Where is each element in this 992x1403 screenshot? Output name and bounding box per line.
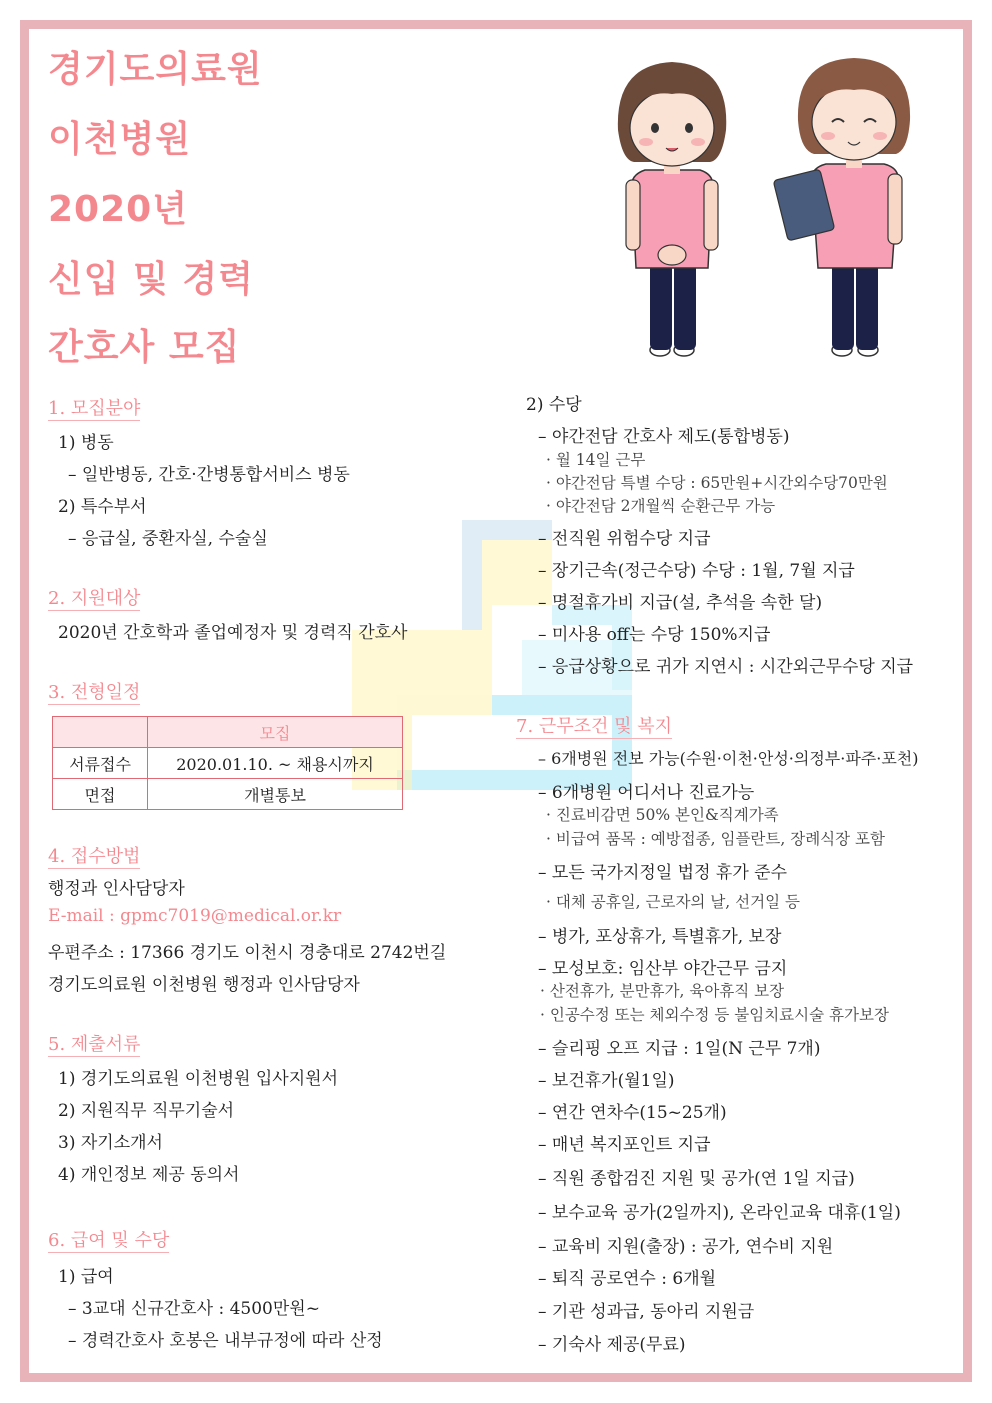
section-2-heading: 2. 지원대상 — [48, 588, 141, 609]
s7-line: – 기숙사 제공(무료) — [538, 1335, 686, 1355]
title-line-3: 2020년 — [48, 189, 188, 230]
s1-line: – 응급실, 중환자실, 수술실 — [68, 529, 268, 549]
table-row — [53, 748, 403, 779]
section-4-heading: 4. 접수방법 — [48, 846, 141, 867]
s7-line: – 연간 연차수(15~25개) — [538, 1103, 727, 1123]
s6-line: – 3교대 신규간호사 : 4500만원~ — [68, 1299, 320, 1319]
s7-line: – 교육비 지원(출장) : 공가, 연수비 지원 — [538, 1237, 834, 1257]
s7-line: – 보건휴가(월1일) — [538, 1071, 675, 1091]
title-line-1: 경기도의료원 — [48, 49, 263, 90]
s7-subline: · 대체 공휴일, 근로자의 날, 선거일 등 — [546, 893, 800, 911]
s4-line: 경기도의료원 이천병원 행정과 인사담당자 — [48, 975, 360, 995]
s7-subline: · 진료비감면 50% 본인&직계가족 — [546, 806, 779, 824]
section-7-heading: 7. 근무조건 및 복지 — [516, 716, 673, 737]
s7-line: – 보수교육 공가(2일까지), 온라인교육 대휴(1일) — [538, 1203, 901, 1223]
s6b-subline: · 야간전담 2개월씩 순환근무 가능 — [546, 497, 776, 515]
s2-line: 2020년 간호학과 졸업예정자 및 경력직 간호사 — [58, 623, 408, 643]
s7-line: – 6개병원 어디서나 진료가능 — [538, 783, 755, 803]
table-cell: 면접 — [53, 779, 148, 810]
table-header-cell: 모집 — [148, 717, 403, 748]
s7-subline: · 비급여 품목 : 예방접종, 임플란트, 장례식장 포함 — [546, 830, 885, 848]
email-link[interactable]: E-mail : gpmc7019@medical.or.kr — [48, 906, 342, 926]
section-5-heading: 5. 제출서류 — [48, 1034, 141, 1055]
s5-line: 2) 지원직무 직무기술서 — [58, 1101, 235, 1121]
section-1-heading: 1. 모집분야 — [48, 398, 141, 419]
s7-line: – 6개병원 전보 가능(수원·이천·안성·의정부·파주·포천) — [538, 749, 919, 768]
s7-line: – 직원 종합검진 지원 및 공가(연 1일 지급) — [538, 1169, 855, 1189]
schedule-table — [52, 716, 403, 810]
s7-line: – 퇴직 공로연수 : 6개월 — [538, 1269, 717, 1289]
s7-line: – 슬리핑 오프 지급 : 1일(N 근무 7개) — [538, 1039, 821, 1059]
section-6-heading: 6. 급여 및 수당 — [48, 1230, 170, 1251]
s5-line: 3) 자기소개서 — [58, 1133, 163, 1153]
s7-subline: · 인공수정 또는 체외수정 등 불임치료시술 휴가보장 — [540, 1006, 889, 1024]
s6b-line: – 전직원 위험수당 지급 — [538, 529, 711, 549]
title-line-2: 이천병원 — [48, 119, 192, 160]
s6b-line: – 명절휴가비 지급(설, 추석을 속한 달) — [538, 593, 823, 613]
nurses-illustration — [600, 50, 950, 370]
s6b-line: – 응급상황으로 귀가 지연시 : 시간외근무수당 지급 — [538, 657, 914, 677]
s7-line: – 병가, 포상휴가, 특별휴가, 보장 — [538, 927, 782, 947]
table-cell — [53, 717, 148, 748]
s6-line: – 경력간호사 호봉은 내부규정에 따라 산정 — [68, 1331, 383, 1351]
s1-line: 2) 특수부서 — [58, 497, 147, 517]
nurse-left-figure — [618, 62, 726, 356]
title-line-5: 간호사 모집 — [48, 327, 241, 368]
s7-line: – 매년 복지포인트 지급 — [538, 1135, 711, 1155]
s6b-subline: · 월 14일 근무 — [546, 451, 646, 469]
s5-line: 4) 개인정보 제공 동의서 — [58, 1165, 240, 1185]
s6b-line: 2) 수당 — [526, 395, 582, 415]
s7-subline: · 산전휴가, 분만휴가, 육아휴직 보장 — [540, 982, 785, 1000]
s6b-line: – 야간전담 간호사 제도(통합병동) — [538, 427, 790, 447]
s7-line: – 기관 성과급, 동아리 지원금 — [538, 1302, 755, 1322]
s6b-line: – 장기근속(정근수당) 수당 : 1월, 7월 지급 — [538, 561, 855, 581]
table-cell: 서류접수 — [53, 748, 148, 779]
section-3-heading: 3. 전형일정 — [48, 682, 141, 703]
s6-line: 1) 급여 — [58, 1267, 114, 1287]
table-cell: 개별통보 — [148, 779, 403, 810]
table-row — [53, 779, 403, 810]
s6b-line: – 미사용 off는 수당 150%지급 — [538, 625, 771, 645]
s1-line: 1) 병동 — [58, 433, 114, 453]
title-line-4: 신입 및 경력 — [48, 259, 254, 300]
s7-line: – 모성보호: 임산부 야간근무 금지 — [538, 959, 788, 979]
table-cell: 2020.01.10. ~ 채용시까지 — [148, 748, 403, 779]
s4-line: 행정과 인사담당자 — [48, 879, 185, 899]
s7-line: – 모든 국가지정일 법정 휴가 준수 — [538, 863, 788, 883]
s4-line: 우편주소 : 17366 경기도 이천시 경충대로 2742번길 — [48, 943, 447, 963]
s1-line: – 일반병동, 간호·간병통합서비스 병동 — [68, 465, 350, 485]
nurse-right-figure — [773, 58, 910, 356]
table-row — [53, 717, 403, 748]
s6b-subline: · 야간전담 특별 수당 : 65만원+시간외수당70만원 — [546, 474, 888, 492]
s5-line: 1) 경기도의료원 이천병원 입사지원서 — [58, 1069, 338, 1089]
